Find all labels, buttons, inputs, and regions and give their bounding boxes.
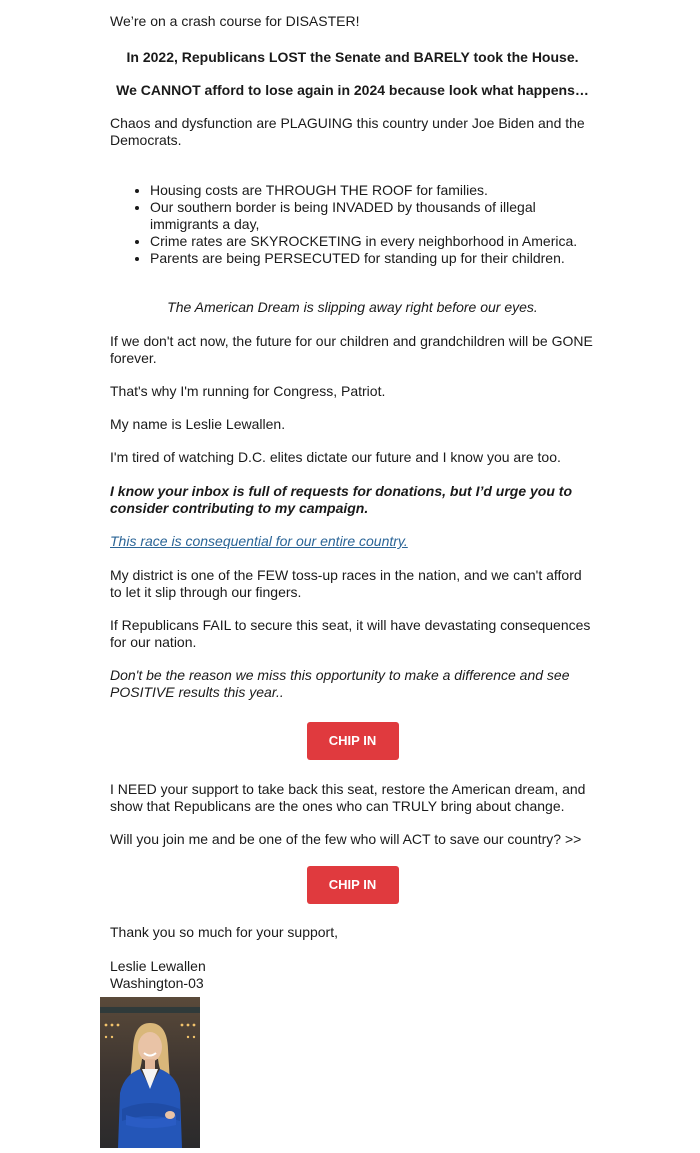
join-paragraph: Will you join me and be one of the few who will ACT to save our country? >> — [110, 831, 582, 847]
candidate-photo — [100, 997, 200, 1148]
need-paragraph: I NEED your support to take back this seat, restore the American dream, and show that Republicans are the ones who can TRULY bring about change. — [110, 781, 586, 814]
thanks-paragraph: Thank you so much for your support, — [110, 924, 338, 940]
intro-text: We’re on a crash course for DISASTER! — [110, 13, 360, 29]
list-item: • Parents are being PERSECUTED for standing up for their children. — [150, 250, 595, 267]
chip-in-button-2[interactable]: CHIP IN — [307, 866, 399, 904]
tired-paragraph: I'm tired of watching D.C. elites dictate our future and I know you are too. — [110, 449, 561, 465]
district-paragraph: My district is one of the FEW toss-up races in the nation, and we can't afford to let it slip through our fingers. — [110, 567, 582, 600]
chip-in-wrap-1 — [110, 722, 595, 760]
list-item: • Crime rates are SKYROCKETING in every neighborhood in America. — [150, 233, 595, 250]
headline-senate: In 2022, Republicans LOST the Senate and BARELY took the House. — [126, 49, 579, 65]
dont-be-paragraph: Don't be the reason we miss this opportunity to make a difference and see POSITIVE results this year.. — [110, 667, 570, 700]
chaos-paragraph: Chaos and dysfunction are PLAGUING this country under Joe Biden and the Democrats. — [110, 115, 585, 148]
fail-paragraph: If Republicans FAIL to secure this seat, it will have devastating consequences for our nation. — [110, 617, 591, 650]
chip-in-wrap-2 — [110, 866, 595, 904]
future-paragraph: If we don't act now, the future for our children and grandchildren will be GONE forever. — [110, 333, 593, 366]
email-body — [110, 13, 595, 992]
american-dream-text: The American Dream is slipping away right before our eyes. — [167, 299, 538, 315]
signature-name: Leslie Lewallen — [110, 958, 206, 974]
headline-2024: We CANNOT afford to lose again in 2024 because look what happens… — [116, 82, 589, 98]
inbox-paragraph: I know your inbox is full of requests for donations, but I’d urge you to consider contributing to my campaign. — [110, 483, 573, 516]
issues-list — [110, 182, 595, 267]
race-link[interactable]: This race is consequential for our entire country. — [110, 533, 408, 549]
signature-district: Washington-03 — [110, 975, 204, 991]
chip-in-button[interactable]: CHIP IN — [307, 722, 399, 760]
list-item: • Housing costs are THROUGH THE ROOF for families. — [150, 182, 595, 199]
running-paragraph: That's why I'm running for Congress, Patriot. — [110, 383, 386, 399]
list-item: • Our southern border is being INVADED by thousands of illegal immigrants a day, — [150, 199, 595, 233]
name-paragraph: My name is Leslie Lewallen. — [110, 416, 286, 432]
race-link-paragraph — [110, 533, 595, 550]
